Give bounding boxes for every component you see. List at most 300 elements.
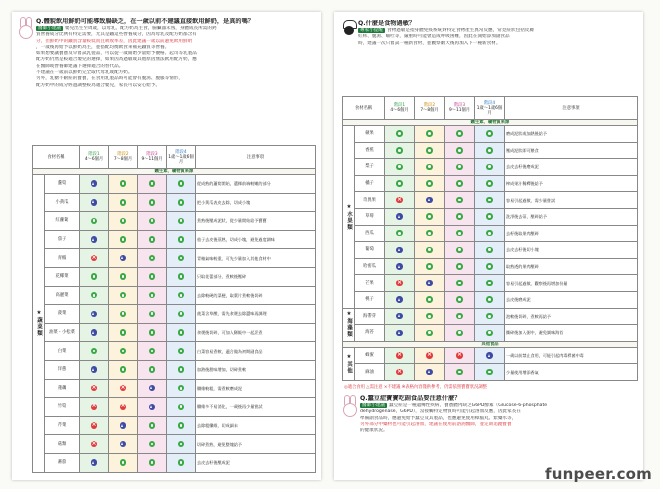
not-recommended-icon <box>426 352 433 359</box>
food-note: 泡軟後切碎，煮軟再給予 <box>505 308 638 325</box>
not-recommended-icon <box>396 369 403 376</box>
caution-icon <box>426 197 433 204</box>
table-row <box>33 342 316 361</box>
stage-cell <box>475 208 505 225</box>
ok-icon <box>426 147 433 154</box>
ok-icon <box>149 199 156 206</box>
stage-cell <box>138 398 167 417</box>
site-watermark: funpeer.com <box>545 465 652 483</box>
food-name: 油菜・小松菜 <box>45 323 80 342</box>
caution-icon <box>396 263 403 270</box>
caution-icon <box>426 280 433 287</box>
table-row <box>33 435 316 454</box>
caution-icon <box>91 459 98 466</box>
category-label: ★水果類 <box>343 126 355 309</box>
ok-icon <box>486 180 493 187</box>
caution-icon <box>396 213 403 220</box>
stage-cell <box>415 192 445 209</box>
caution-icon <box>149 404 156 411</box>
table-row <box>343 142 638 159</box>
caution-icon <box>91 236 98 243</box>
stage-cell <box>167 398 196 417</box>
stage-cell <box>80 267 109 286</box>
stage-cell <box>109 249 138 268</box>
ok-icon <box>178 199 185 206</box>
ok-icon <box>178 422 185 429</box>
ok-icon <box>486 130 493 137</box>
food-note: 青椒氣味較重，可先少量加入其他食材中 <box>196 249 316 268</box>
stage-cell <box>445 175 475 192</box>
food-note: 磨成泥狀或加熱後給予 <box>505 126 638 143</box>
ok-icon <box>178 218 185 225</box>
question-title: Q.體貌飲用鮮奶可能導致腸缺乏，在一歲以前不建議直接飲用鮮奶，是真的嗎？ <box>36 18 254 25</box>
food-note: 撕碎後加入粥中，避免調味海苔 <box>505 325 638 342</box>
stage-cell <box>445 347 475 364</box>
table-row <box>343 175 638 192</box>
ok-icon <box>149 441 156 448</box>
ok-icon <box>178 404 185 411</box>
stage-cell <box>167 416 196 435</box>
stage-cell <box>385 242 415 259</box>
answer-tag: 醫師小建議 <box>362 403 385 408</box>
not-recommended-icon <box>91 404 98 411</box>
ok-icon <box>456 164 463 171</box>
stage-cell <box>109 416 138 435</box>
ok-icon <box>178 273 185 280</box>
stage-cell <box>415 126 445 143</box>
ok-icon <box>120 273 127 280</box>
answer-line: 在醫師或營養師建議下選擇適合的替代品。 <box>36 63 124 69</box>
food-name: 菠菜 <box>45 305 80 324</box>
food-name: 奇異果 <box>355 192 385 209</box>
table-row <box>33 230 316 249</box>
stage-cell <box>109 286 138 305</box>
not-recommended-icon <box>91 255 98 262</box>
not-recommended-icon <box>396 280 403 287</box>
stage-cell <box>415 208 445 225</box>
answer-line: 質營養成分比例有特定需要，尤其是鐵這些營養成分，因為母乳及配方奶都含有 <box>36 32 197 38</box>
answer-text <box>36 26 313 89</box>
table-header <box>343 97 638 120</box>
answer-line: 另外，乳糖不耐症的寶寶，在食用乳製品時可能會有腹瀉、腹脹等情形， <box>36 76 184 82</box>
table-row <box>343 208 638 225</box>
ok-icon <box>120 459 127 466</box>
ok-icon <box>456 263 463 270</box>
food-note: 少量使用增添香氣 <box>505 364 638 381</box>
col-food-name: 食材名稱 <box>33 146 80 169</box>
ok-icon <box>426 130 433 137</box>
table-row <box>343 308 638 325</box>
ok-icon <box>149 273 156 280</box>
food-name: 桃子 <box>355 291 385 308</box>
table-row <box>33 360 316 379</box>
food-name: 西瓜 <box>355 225 385 242</box>
food-note: 煮熟後壓成泥狀，從少量開始給予寶寶 <box>196 212 316 231</box>
answer-line: 紅疹、腹瀉、嘔吐等，嚴重時可能會造成呼吸困難，因此在開始添加副食品 <box>358 34 510 40</box>
stage-cell <box>167 342 196 361</box>
table-row <box>343 291 638 308</box>
ok-icon <box>91 218 98 225</box>
answer-line: 分，但鮮奶中的鐵質含量較低而且吸收率差，因此建議一歲以前避免飲用鮮奶 <box>36 38 193 44</box>
stage-cell <box>385 208 415 225</box>
stage-cell <box>80 379 109 398</box>
stage-cell <box>167 379 196 398</box>
ok-icon <box>120 180 127 187</box>
ok-icon <box>426 263 433 270</box>
question-title: Q.什麼是食物過敏？ <box>358 20 416 27</box>
ok-icon <box>456 213 463 220</box>
ok-icon <box>486 330 493 337</box>
table-row <box>33 249 316 268</box>
table-row <box>343 347 638 364</box>
stage-cell <box>80 212 109 231</box>
stage-cell <box>415 275 445 292</box>
table-row <box>343 364 638 381</box>
answer-line: 另外部分中藥材也可能引起溶血，建議在使用前諮詢醫師，並定期追蹤寶寶 <box>360 421 512 427</box>
ok-icon <box>91 292 98 299</box>
stage-cell <box>167 305 196 324</box>
ok-icon <box>456 369 463 376</box>
stage-cell <box>138 193 167 212</box>
food-name: 蓮藕 <box>45 379 80 398</box>
food-table-vegetables <box>32 145 316 473</box>
ok-icon <box>486 280 493 287</box>
stage-cell <box>475 142 505 159</box>
ok-icon <box>178 255 185 262</box>
stage-cell <box>385 142 415 159</box>
stage-cell <box>138 360 167 379</box>
stage-cell <box>109 398 138 417</box>
not-recommended-icon <box>91 422 98 429</box>
ok-icon <box>120 218 127 225</box>
col-stage-1: 階段1 4～6個月 <box>385 97 415 120</box>
stage-cell <box>167 323 196 342</box>
not-recommended-icon <box>91 385 98 392</box>
caution-icon <box>91 311 98 318</box>
stage-cell <box>475 347 505 364</box>
food-note: 取熟透的果肉壓碎 <box>505 258 638 275</box>
ok-icon <box>456 230 463 237</box>
stage-cell <box>385 364 415 381</box>
stage-cell <box>385 275 415 292</box>
ok-icon <box>149 180 156 187</box>
col-stage-4: 階段4 1歲～1歲6個月 <box>475 97 505 120</box>
stage-cell <box>167 230 196 249</box>
stage-cell <box>138 175 167 194</box>
ok-icon <box>178 366 185 373</box>
ok-icon <box>178 180 185 187</box>
stage-cell <box>138 286 167 305</box>
caution-icon <box>396 313 403 320</box>
stage-cell <box>415 347 445 364</box>
caution-icon <box>120 441 127 448</box>
table-row <box>33 175 316 194</box>
stage-cell <box>445 364 475 381</box>
caution-icon <box>396 296 403 303</box>
stage-cell <box>138 342 167 361</box>
stage-cell <box>109 305 138 324</box>
ok-icon <box>178 236 185 243</box>
table-row <box>33 453 316 472</box>
food-note: 一歲以前禁止食用，可能引起肉毒桿菌中毒 <box>505 347 638 364</box>
stage-cell <box>167 453 196 472</box>
table-row <box>33 305 316 324</box>
stage-cell <box>445 325 475 342</box>
food-note: 去籽後取果肉壓碎 <box>505 225 638 242</box>
food-name: 梨子 <box>355 159 385 176</box>
ok-icon <box>426 247 433 254</box>
table-row <box>343 126 638 143</box>
ok-icon <box>486 247 493 254</box>
stage-cell <box>80 175 109 194</box>
food-name: 白菜 <box>45 342 80 361</box>
table-row <box>343 242 638 259</box>
food-note: 去皮後磨成泥 <box>505 291 638 308</box>
stage-cell <box>138 267 167 286</box>
food-name: 芹菜 <box>45 416 80 435</box>
food-table-fruits <box>342 96 638 381</box>
food-note: 加熱後甜味增加，切碎煮軟 <box>196 360 316 379</box>
food-note: 白菜容易煮軟，適合做為初期副食品 <box>196 342 316 361</box>
section-row: 其他食品 <box>343 341 638 347</box>
stage-cell <box>475 242 505 259</box>
stage-cell <box>80 323 109 342</box>
ok-icon <box>426 330 433 337</box>
stage-cell <box>138 416 167 435</box>
stage-cell <box>138 453 167 472</box>
stage-cell <box>138 249 167 268</box>
col-stage-4: 階段4 1歲～1歲6個月 <box>167 146 196 169</box>
ok-icon <box>396 147 403 154</box>
answer-tag: 專家小提醒 <box>360 28 383 33</box>
answer-line: 專家小提醒 食物過敏是指身體免疫系統對特定食物產生異常反應，常見症狀包括皮膚 <box>360 28 534 33</box>
stage-cell <box>445 159 475 176</box>
food-name: 小黃瓜 <box>45 193 80 212</box>
stage-cell <box>138 305 167 324</box>
bunny-mascot-icon <box>342 395 357 417</box>
stage-cell <box>475 175 505 192</box>
stage-cell <box>167 267 196 286</box>
ok-icon <box>456 130 463 137</box>
answer-line: 時，建議一次只嘗試一種新食材，並觀察數天後再加入下一種新食材。 <box>358 40 501 46</box>
food-note: 容易引起過敏，需少量嘗試 <box>505 192 638 209</box>
stage-cell <box>80 398 109 417</box>
stage-cell <box>475 225 505 242</box>
answer-text <box>358 28 635 47</box>
ok-icon <box>456 197 463 204</box>
ok-icon <box>486 296 493 303</box>
table-row <box>343 325 638 342</box>
stage-cell <box>385 192 415 209</box>
caution-icon <box>486 352 493 359</box>
food-note: 茄子去皮後蒸熟，切成小塊，避免過度調味 <box>196 230 316 249</box>
stage-cell <box>445 275 475 292</box>
food-name: 青椒 <box>45 249 80 268</box>
stage-cell <box>415 142 445 159</box>
ok-icon <box>91 273 98 280</box>
stage-cell <box>167 286 196 305</box>
stage-cell <box>445 291 475 308</box>
food-name: 香蕉 <box>355 142 385 159</box>
ok-icon <box>120 311 127 318</box>
stage-cell <box>475 159 505 176</box>
left-page <box>12 12 321 480</box>
stage-cell <box>109 175 138 194</box>
stage-cell <box>109 212 138 231</box>
section-row: 鐵生素、礦物質來源 <box>33 169 316 175</box>
food-name: 草莓 <box>355 208 385 225</box>
stage-cell <box>109 267 138 286</box>
food-note: 容易引起過敏，觀察後再增加份量 <box>505 275 638 292</box>
answer-line: 醫師小建議 嬰兒出生至周歲，以母乳、配方奶為主食，腸臟器未熟，身體成長所需的鈣 <box>38 26 217 31</box>
food-note: 纖維多不易消化，一歲後再少量嘗試 <box>196 398 316 417</box>
food-note: 去皮去籽後切小塊 <box>505 242 638 259</box>
stage-cell <box>167 175 196 194</box>
ok-icon <box>426 213 433 220</box>
food-name: 海帶芽 <box>355 308 385 325</box>
ok-icon <box>120 329 127 336</box>
table-row <box>343 258 638 275</box>
qa-breast-milk <box>36 18 313 89</box>
table-row <box>343 225 638 242</box>
not-recommended-icon <box>396 197 403 204</box>
ok-icon <box>426 230 433 237</box>
ok-icon <box>456 247 463 254</box>
table-legend: ◎適合食用 △需注意 ×不建議 ※表格內容僅供參考，仍需依照寶寶狀況調整 <box>344 385 487 390</box>
stage-cell <box>80 416 109 435</box>
stage-cell <box>138 212 167 231</box>
ok-icon <box>456 180 463 187</box>
stage-cell <box>138 379 167 398</box>
stage-cell <box>109 379 138 398</box>
ok-icon <box>426 164 433 171</box>
table-row <box>33 416 316 435</box>
table-row <box>343 192 638 209</box>
stage-cell <box>109 435 138 454</box>
not-recommended-icon <box>120 404 127 411</box>
food-name: 高麗菜 <box>45 286 80 305</box>
caution-icon <box>91 180 98 187</box>
table-row <box>33 212 316 231</box>
stage-cell <box>385 325 415 342</box>
stage-cell <box>385 258 415 275</box>
ok-icon <box>486 230 493 237</box>
food-note: 纖維較粗，需煮軟磨成泥 <box>196 379 316 398</box>
food-name: 菇類 <box>45 435 80 454</box>
food-name: 橘子 <box>355 175 385 192</box>
table-row <box>33 323 316 342</box>
caution-icon <box>396 247 403 254</box>
qa-g6pd <box>360 395 635 434</box>
stage-cell <box>415 175 445 192</box>
ok-icon <box>486 213 493 220</box>
caution-icon <box>120 422 127 429</box>
stage-cell <box>475 258 505 275</box>
stage-cell <box>385 126 415 143</box>
col-stage-3: 階段3 9～11個月 <box>138 146 167 169</box>
ok-icon <box>149 459 156 466</box>
caution-icon <box>149 385 156 392</box>
stage-cell <box>167 212 196 231</box>
stage-cell <box>385 225 415 242</box>
ok-icon <box>426 180 433 187</box>
ok-icon <box>456 280 463 287</box>
stage-cell <box>109 360 138 379</box>
ok-icon <box>120 348 127 355</box>
stage-cell <box>415 291 445 308</box>
stage-cell <box>385 175 415 192</box>
ok-icon <box>456 296 463 303</box>
stage-cell <box>109 323 138 342</box>
answer-line: dehydrogenase，G6PD），當接觸特定物質時可能引起溶血反應，因此家長在 <box>360 409 521 415</box>
food-note: 洗淨後去蒂，壓碎給予 <box>505 208 638 225</box>
stage-cell <box>415 308 445 325</box>
stage-cell <box>80 230 109 249</box>
stage-cell <box>167 193 196 212</box>
qa-food-allergy <box>358 20 635 47</box>
ok-icon <box>426 296 433 303</box>
ok-icon <box>426 313 433 320</box>
stage-cell <box>138 230 167 249</box>
answer-line: 配方奶仍然是較適合嬰兒的選擇，如果因為過敏或其他原因無法飲用配方奶，應 <box>36 57 197 63</box>
ok-icon <box>91 348 98 355</box>
caution-icon <box>91 329 98 336</box>
col-stage-2: 階段2 7～8個月 <box>109 146 138 169</box>
stage-cell <box>167 435 196 454</box>
food-note: 汆燙後切碎，可加入稀飯中一起烹煮 <box>196 323 316 342</box>
ok-icon <box>149 255 156 262</box>
caution-icon <box>396 330 403 337</box>
ok-icon <box>456 330 463 337</box>
stage-cell <box>445 208 475 225</box>
stage-cell <box>445 192 475 209</box>
ok-icon <box>120 292 127 299</box>
answer-line: 醫師小建議 蠶豆症是一種遺傳性疾病，寶寶體內缺乏G6PD酵素（Glucose-6-phosphate <box>362 403 548 408</box>
stage-cell <box>80 342 109 361</box>
ok-icon <box>456 147 463 154</box>
ok-icon <box>149 348 156 355</box>
ok-icon <box>486 147 493 154</box>
stage-cell <box>445 126 475 143</box>
ok-icon <box>178 329 185 336</box>
not-recommended-icon <box>396 352 403 359</box>
stage-cell <box>385 308 415 325</box>
ok-icon <box>486 369 493 376</box>
ok-icon <box>120 236 127 243</box>
caution-icon <box>426 369 433 376</box>
stage-cell <box>109 453 138 472</box>
stage-cell <box>475 192 505 209</box>
ok-icon <box>149 236 156 243</box>
food-note: 只取花蕾部分，煮軟後壓碎 <box>196 267 316 286</box>
not-recommended-icon <box>456 352 463 359</box>
category-label: ★海藻類 <box>343 308 355 341</box>
ok-icon <box>149 422 156 429</box>
answer-line: 準備副食品時，應避免給予蠶豆及其製品，也應避免使用樟腦丸、紫藥水等， <box>360 415 517 421</box>
stage-cell <box>109 230 138 249</box>
stage-cell <box>445 242 475 259</box>
ok-icon <box>396 164 403 171</box>
ok-icon <box>396 130 403 137</box>
col-stage-3: 階段3 9～11個月 <box>445 97 475 120</box>
stage-cell <box>415 159 445 176</box>
food-note: 去除粗纖維，切成細末 <box>196 416 316 435</box>
section-row: 鐵生素、礦物質來源 <box>343 120 638 126</box>
table-row <box>343 159 638 176</box>
food-note: 把小黃瓜表皮去除，切成小塊 <box>196 193 316 212</box>
ok-icon <box>456 313 463 320</box>
table-row <box>33 379 316 398</box>
